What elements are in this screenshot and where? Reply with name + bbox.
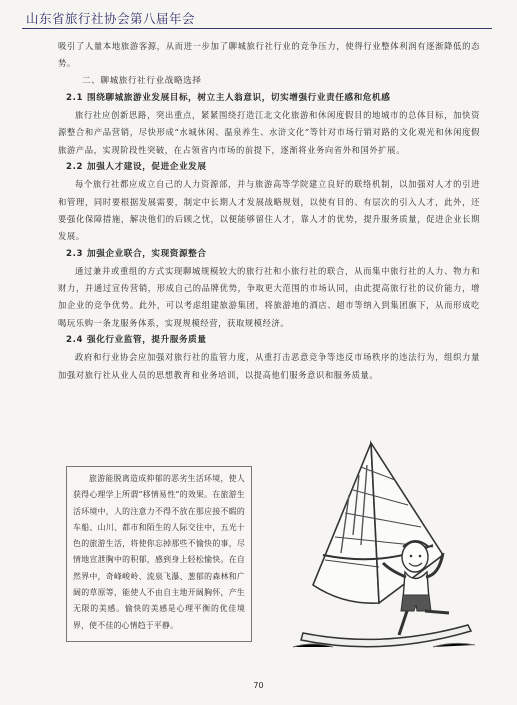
subsection-paragraph: 通过兼并或重组的方式实现聊城规模较大的旅行社和小旅行社的联合，从而集中旅行社的人力、物力和财力，并通过宣传营销，形成自己的品牌优势，争取更大范围的市场认同，由此提高旅行社的议价能力，增加企业的竞争优势。此外，可以考虑组建旅游集团，将旅游地的酒店、超市等纳入到集团旗下，从而形成吃喝玩乐购一条龙服务体系，实现规模经营，获取规模经济。: [58, 265, 480, 328]
subsection-number: 2.3: [66, 248, 84, 259]
running-header-title: 山东省旅行社协会第八届年会: [26, 11, 196, 26]
header-rule: [22, 28, 492, 29]
subsection-paragraph: 旅行社应创新思路，突出重点，紧紧围绕打造江北文化旅游和休闲度假目的地城市的总体目标，加快资源整合和产品营销，尽快形成“水城休闲、温泉养生、水浒文化”等针对市场行销对路的文化观光和休闲度假旅游产品，实现阶段性突破，在占领省内市场的前提下，逐渐将业务向省外和国外扩展。: [58, 110, 480, 155]
subsection-heading: [58, 246, 480, 263]
subsection-title: 强化行业监管，提升服务质量: [87, 335, 207, 346]
subsection-heading: [58, 332, 480, 349]
subsection-title: 加强企业联合，实现资源整合: [87, 248, 207, 259]
page-number: 70: [253, 681, 264, 690]
sidebar-text-box: [66, 466, 252, 642]
page-header: [0, 0, 517, 30]
sidebox-paragraph: 旅游能脱离造成抑郁的恶劣生活环境，使人获得心理学上所谓“移情易性”的效果。在旅游生活环境中，人的注意力不得不放在那应接不暇的车船、山川、都市和陌生的人际交往中，五光十色的旅游生活，将使你忘掉那些不愉快的事，尽情地宣泄胸中的积郁，感到身上轻松愉快。在自然界中，奇峰峻岭、流泉飞瀑、葱郁的森林和广阔的草原等，能使人不由自主地开阔胸怀，产生无限的美感。愉快的美感是心理平衡的优佳境界，使不佳的心情趋于平静。: [73, 474, 245, 630]
subsection-number: 2.2: [66, 162, 84, 173]
intro-paragraph: 吸引了人量本地旅游客源，从而进一步加了聊城旅行社行业的竞争压力，使得行业整体利润有逐渐降低的态势。: [58, 41, 480, 69]
subsection-paragraph: 每个旅行社都应成立自己的人力资源部，并与旅游高等学院建立良好的联络机制，以加强对人才的引进和管理，同时要根据发展需要，制定中长期人才发展战略规划，以使有目的、有层次的引入人才，此外，还要强化保障措施，解决他们的后顾之忧，以便能够留住人才，靠人才的优势，提升服务质量，促进企业长期发展。: [58, 179, 480, 242]
windsurfer-cartoon-icon: [283, 435, 483, 655]
subsection-title: 加强人才建设，促进企业发展: [87, 162, 207, 173]
subsection-number: 2.1: [66, 92, 84, 103]
main-text: [58, 38, 480, 384]
subsection-heading: [58, 90, 480, 107]
subsection-number: 2.4: [66, 335, 84, 346]
subsection-paragraph: 政府和行业协会应加强对旅行社的监管力度，从重打击恶意竞争等违反市场秩序的违法行为，组织力量加强对旅行社从业人员的思想教育和业务培训，以提高他们服务意识和服务质量。: [58, 352, 480, 380]
subsection-title: 围绕聊城旅游业发展目标，树立主人翁意识，切实增强行业责任感和危机感: [87, 92, 391, 103]
section-heading: 二、聊城旅行社行业战略选择: [82, 75, 202, 86]
subsection-heading: [58, 159, 480, 176]
